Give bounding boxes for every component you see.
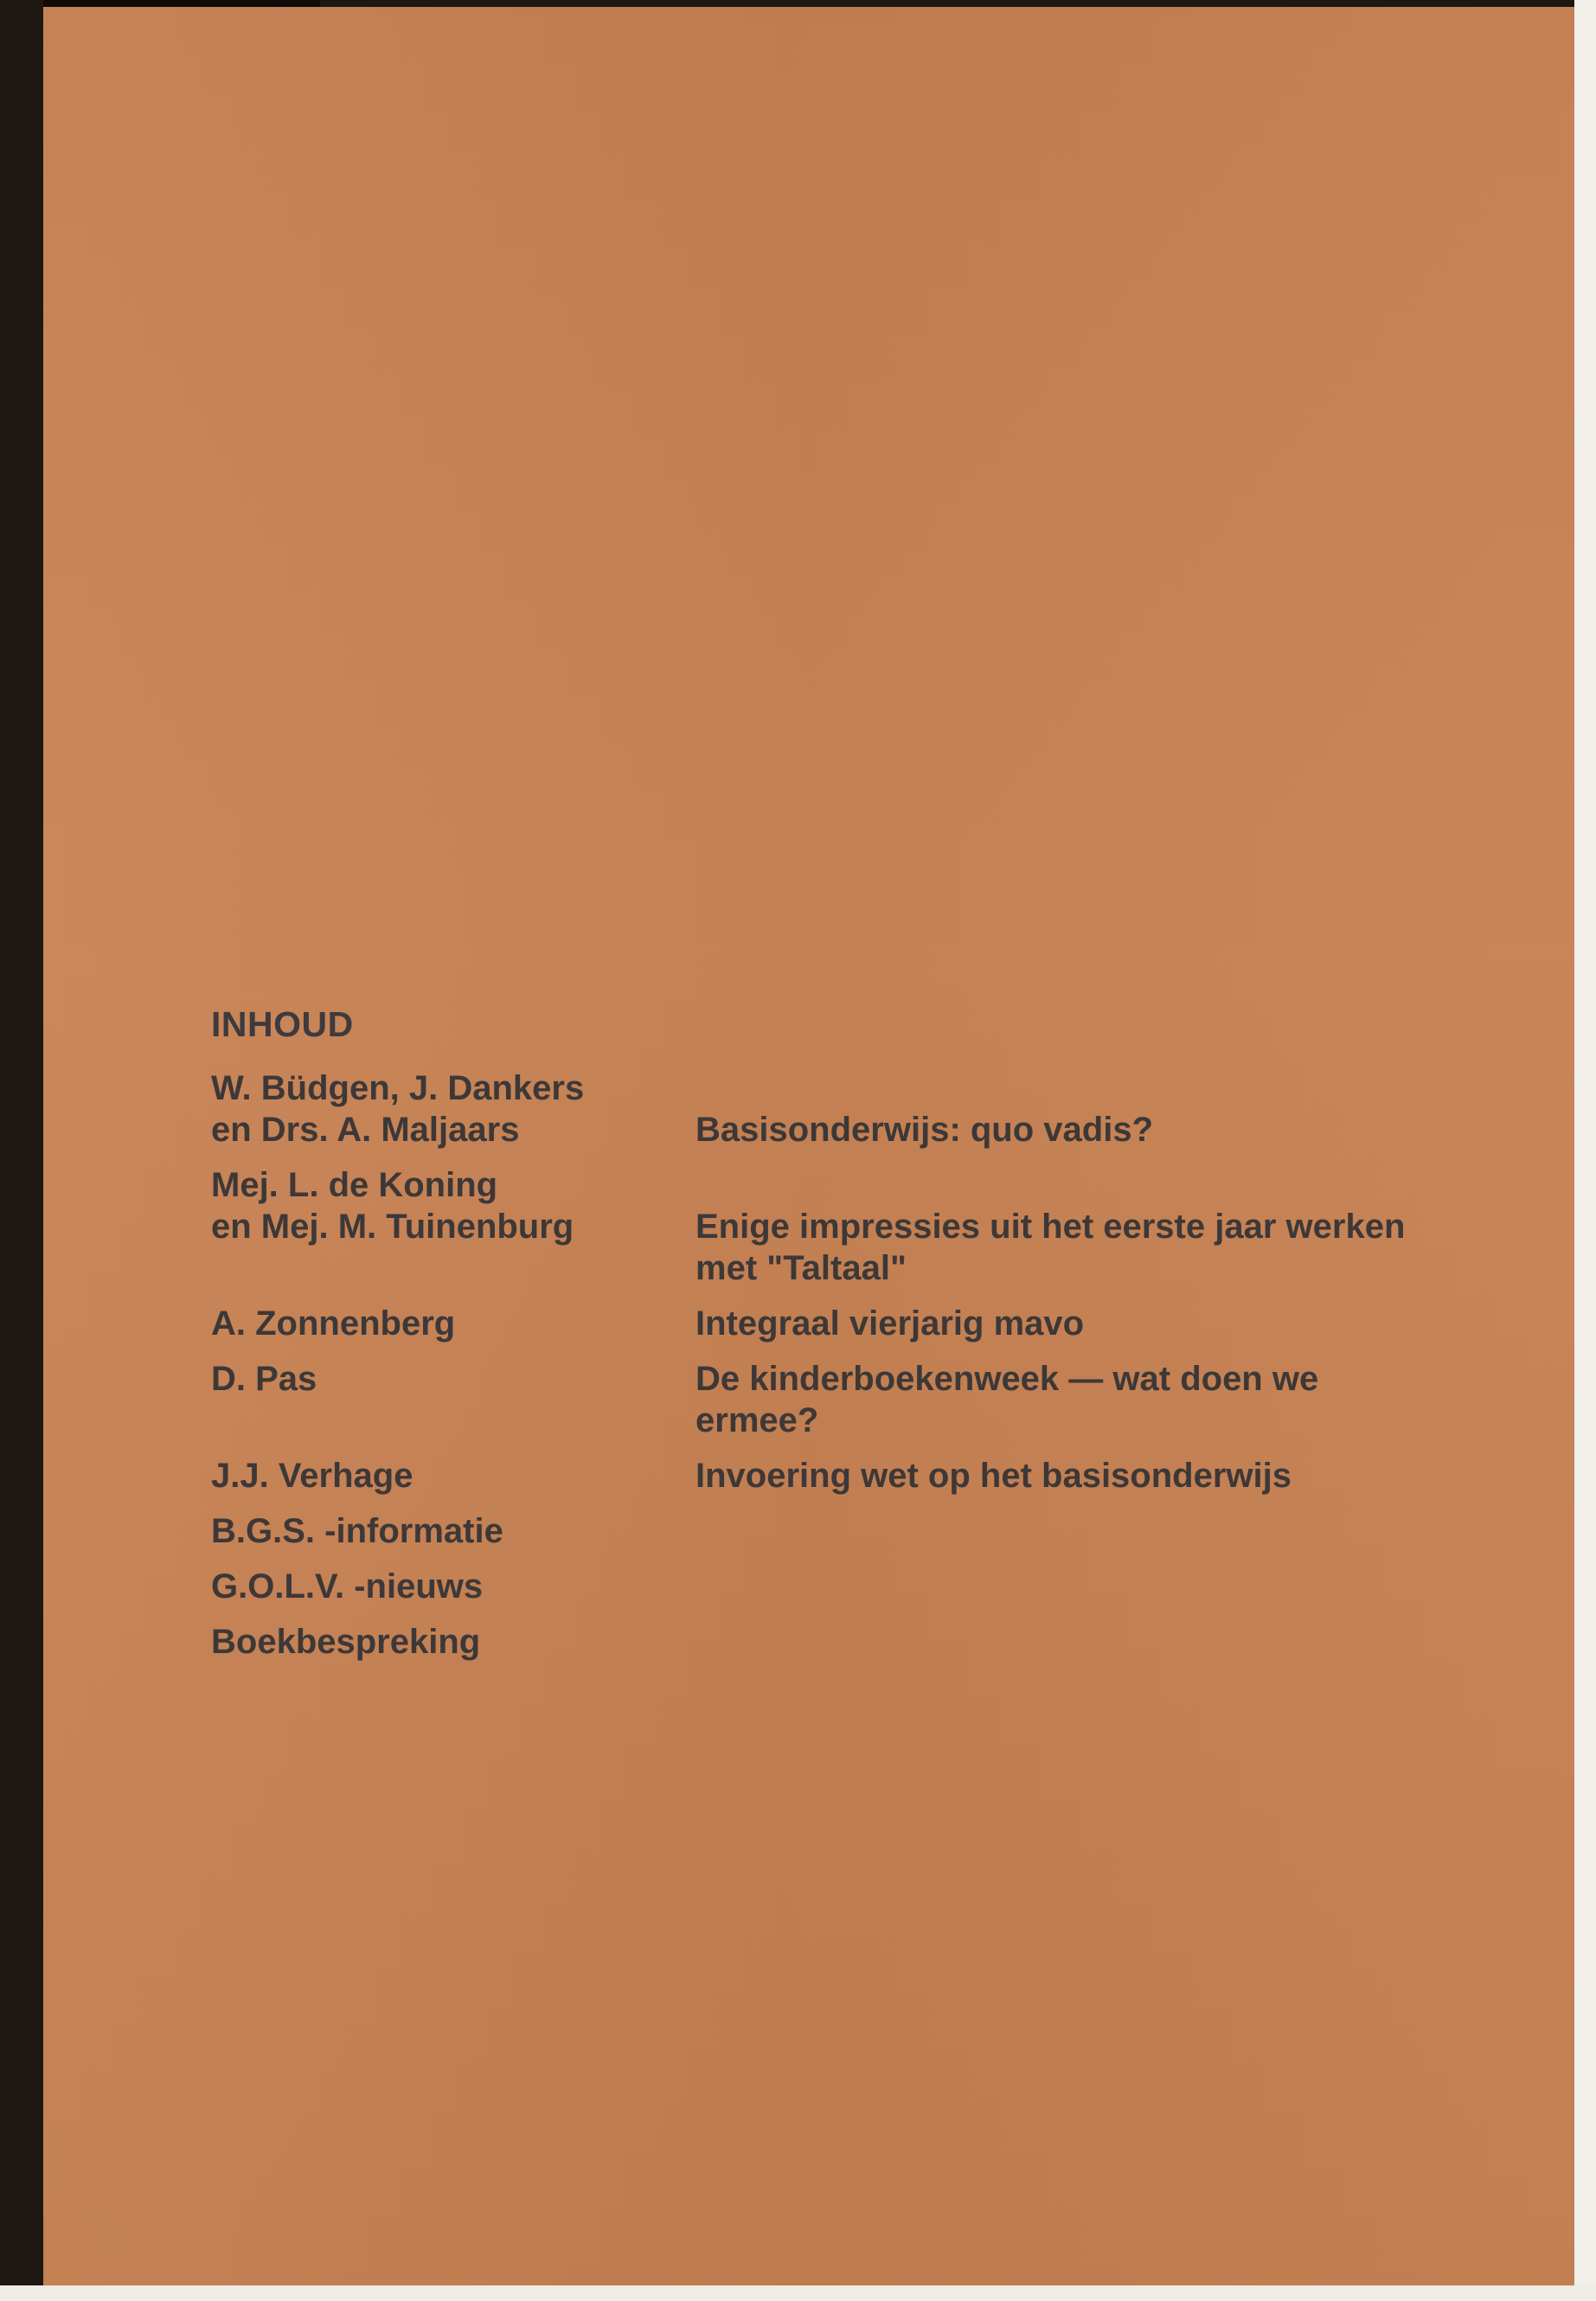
scan-right-margin <box>1574 0 1596 2301</box>
toc-entry-title <box>695 1303 1509 1344</box>
toc-heading: INHOUD <box>211 1004 354 1044</box>
author-line: Mej. L. de Koning <box>211 1166 498 1204</box>
title-line: met "Taltaal" <box>695 1249 907 1287</box>
toc-entry-title <box>695 1164 1509 1289</box>
title-line: Integraal vierjarig mavo <box>695 1304 1085 1343</box>
toc-section: Boekbespreking <box>211 1623 481 1661</box>
toc-section: B.G.S. -informatie <box>211 1512 503 1550</box>
toc-section: G.O.L.V. -nieuws <box>211 1567 484 1606</box>
toc-entry <box>211 1067 1509 1150</box>
toc-entry-title <box>695 1358 1509 1441</box>
title-line: De kinderboekenweek — wat doen we <box>695 1360 1319 1398</box>
title-line: Enige impressies uit het eerste jaar werken <box>695 1208 1406 1246</box>
toc-entry-author <box>211 1455 695 1497</box>
scan-bottom-margin <box>0 2285 1596 2301</box>
toc-entry-title <box>695 1067 1509 1150</box>
author-line: W. Büdgen, J. Dankers <box>211 1069 585 1107</box>
table-of-contents <box>211 1003 1509 1676</box>
toc-entry-author <box>211 1067 695 1150</box>
title-line: Basisonderwijs: quo vadis? <box>695 1111 1154 1149</box>
author-line: en Drs. A. Maljaars <box>211 1111 520 1149</box>
toc-entry-author <box>211 1164 695 1247</box>
cover-top-edge <box>43 0 320 7</box>
toc-entry <box>211 1358 1509 1441</box>
toc-entry-title <box>695 1455 1509 1497</box>
author-line: J.J. Verhage <box>211 1457 413 1495</box>
toc-entry-author <box>211 1303 695 1344</box>
title-line: ermee? <box>695 1401 819 1439</box>
title-line: Invoering wet op het basisonderwijs <box>695 1457 1292 1495</box>
toc-entry <box>211 1164 1509 1289</box>
toc-entry-author <box>211 1358 695 1400</box>
toc-entry <box>211 1303 1509 1344</box>
author-line: en Mej. M. Tuinenburg <box>211 1208 574 1246</box>
author-line: D. Pas <box>211 1360 317 1398</box>
author-line: A. Zonnenberg <box>211 1304 456 1343</box>
toc-entry <box>211 1455 1509 1497</box>
